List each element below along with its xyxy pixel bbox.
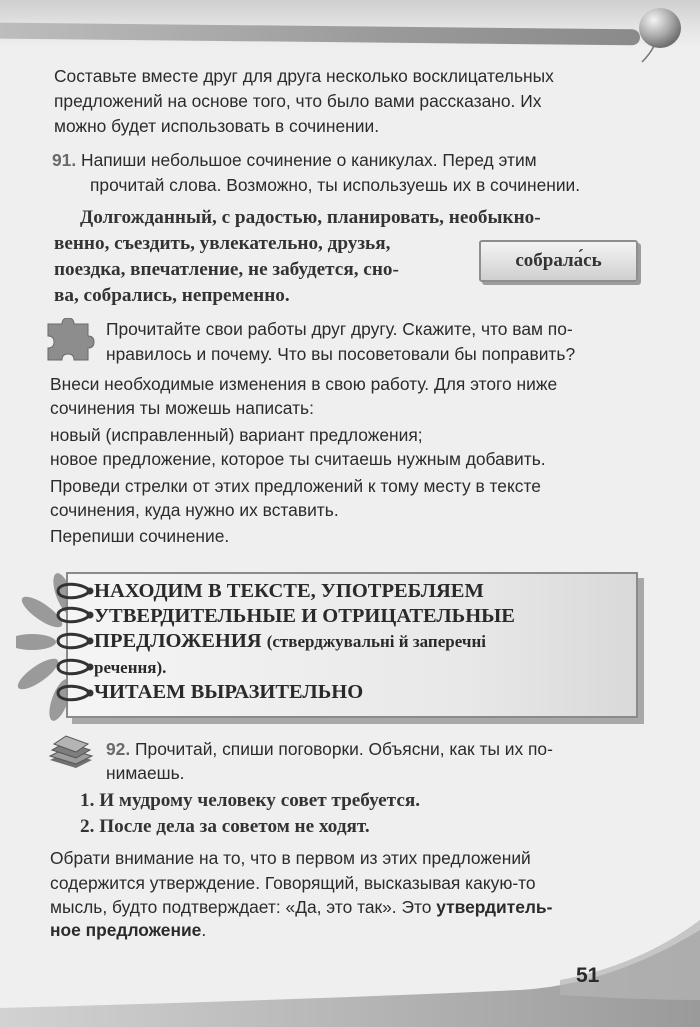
explanation-line-3-text: мысль, будто подтверждает: «Да, это так». Это: [50, 897, 437, 917]
section-heading-line-1: НАХОДИМ В ТЕКСТЕ, УПОТРЕБЛЯЕМ: [94, 580, 484, 602]
instructions-line-4: новое предложение, которое ты считаешь нужным добавить.: [50, 449, 546, 469]
word-list-line-3: поездка, впечатление, не забудется, сно-: [54, 259, 399, 280]
term-affirmative-part-1: утвердитель-: [436, 897, 553, 917]
word-list-line-1: Долгожданный, с радостью, планировать, необыкно-: [80, 207, 541, 228]
section-heading-line-3-main: ПРЕДЛОЖЕНИЯ: [94, 630, 262, 652]
exercise-91-number: 91.: [52, 150, 77, 170]
section-heading-line-5: ЧИТАЕМ ВЫРАЗИТЕЛЬНО: [94, 681, 364, 703]
exercise-92-line-1: Прочитай, спиши поговорки. Объясни, как ты их по-: [135, 739, 553, 759]
instructions-line-6: сочинения, куда нужно их вставить.: [50, 500, 339, 520]
instructions-line-7: Перепиши сочинение.: [50, 526, 230, 546]
section-heading-line-3-sub: (стверджувальні й заперечні: [266, 632, 486, 651]
explanation-line-1: Обрати внимание на то, что в первом из этих предложений: [50, 848, 531, 868]
word-list-line-2: венно, съездить, увлекательно, друзья,: [54, 233, 391, 254]
page-number: 51: [576, 964, 600, 987]
intro-line-1: Составьте вместе друг для друга несколько восклицательных: [54, 66, 554, 86]
instructions-line-2: сочинения ты можешь написать:: [50, 398, 314, 418]
section-heading-line-4-text: речення).: [94, 658, 167, 677]
puzzle-text-line-1: Прочитайте свои работы друг другу. Скажите, что вам по-: [106, 319, 573, 339]
term-affirmative-part-2: ное предложение: [50, 920, 202, 940]
intro-line-2: предложений на основе того, что было вами рассказано. Их: [54, 91, 542, 111]
word-list-line-4: ва, собрались, непременно.: [54, 285, 290, 306]
exercise-92-number: 92.: [106, 739, 131, 759]
instructions-line-5: Проведи стрелки от этих предложений к тому месту в тексте: [50, 476, 541, 496]
explanation-line-4-end: .: [201, 920, 207, 940]
intro-line-3: можно будет использовать в сочинении.: [54, 116, 380, 136]
puzzle-text-line-2: нравилось и почему. Что вы посоветовали бы поправить?: [106, 344, 576, 364]
instructions-line-1: Внеси необходимые изменения в свою работу. Для этого ниже: [50, 374, 558, 394]
stress-word-box: собрала́сь: [479, 240, 638, 282]
exercise-91-line-2: прочитай слова. Возможно, ты используешь их в сочинении.: [90, 175, 581, 195]
instructions-line-3: новый (исправленный) вариант предложения;: [50, 425, 423, 445]
section-heading-line-2: УТВЕРДИТЕЛЬНЫЕ И ОТРИЦАТЕЛЬНЫЕ: [94, 605, 515, 627]
saying-1: 1. И мудрому человеку совет требуется.: [80, 790, 421, 811]
explanation-line-2: содержится утверждение. Говорящий, высказывая какую-то: [50, 873, 536, 893]
saying-2: 2. После дела за советом не ходят.: [80, 816, 370, 837]
exercise-91-line-1: Напиши небольшое сочинение о каникулах. Перед этим: [81, 150, 537, 170]
exercise-92-line-2: нимаешь.: [106, 763, 185, 783]
